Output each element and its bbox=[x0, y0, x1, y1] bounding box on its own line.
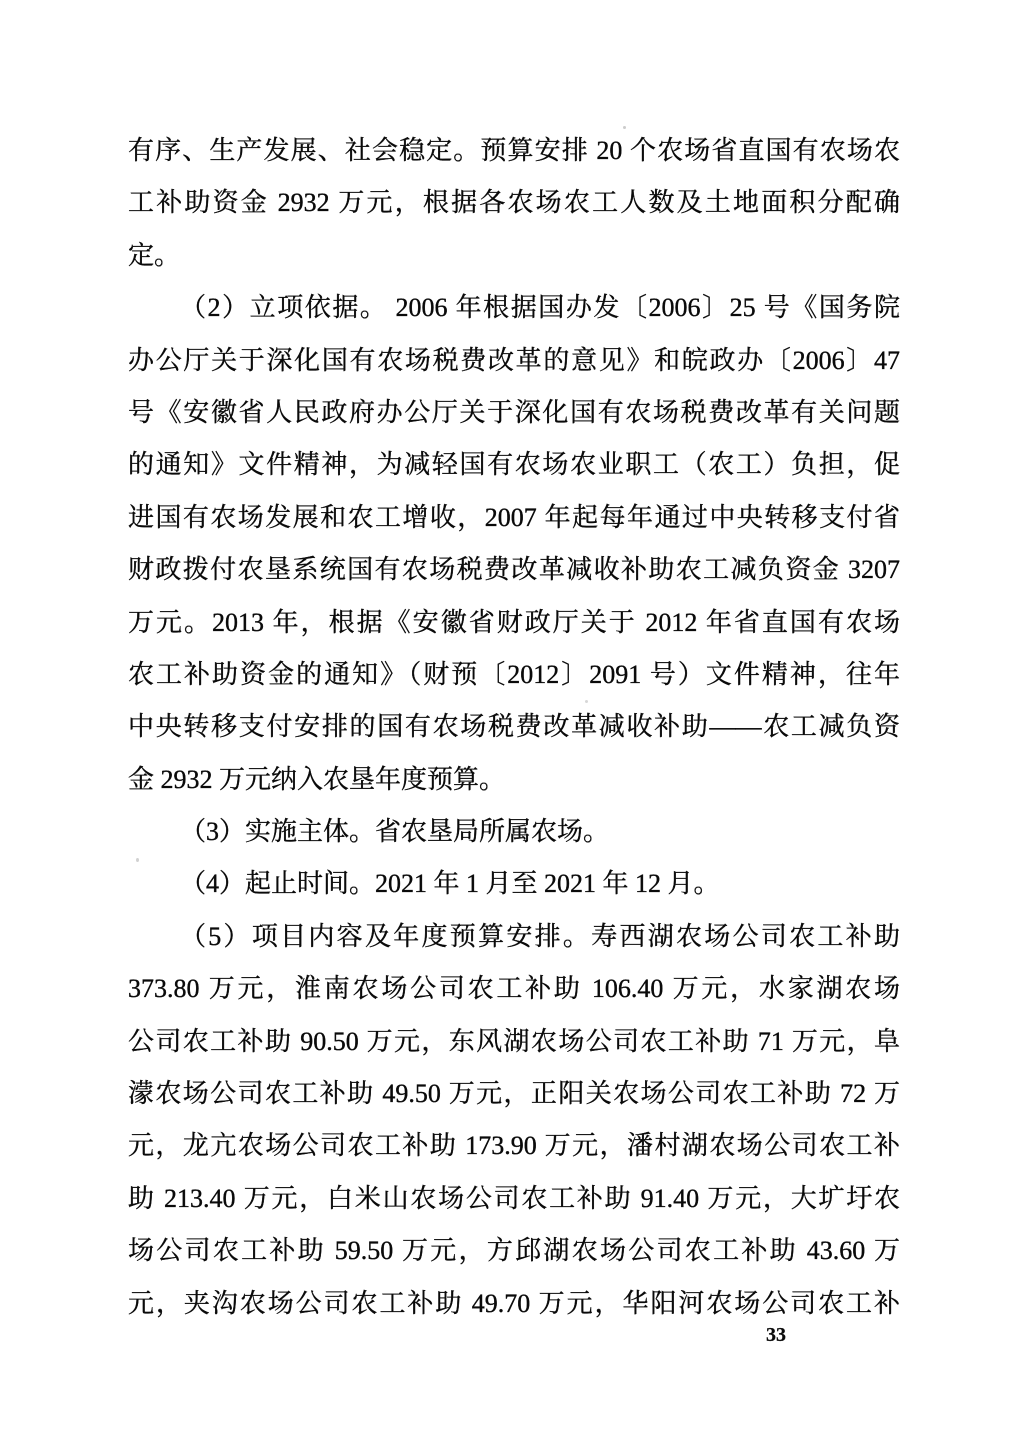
text-line: 万元。2013 年，根据《安徽省财政厅关于 2012 年省直国有农场 bbox=[128, 607, 900, 637]
body-text bbox=[128, 125, 900, 1330]
text-line: （3）实施主体。省农垦局所属农场。 bbox=[180, 817, 610, 847]
page-number: 33 bbox=[766, 1324, 786, 1346]
text-line: （2）立项依据。 2006 年根据国办发〔2006〕25 号《国务院 bbox=[180, 293, 900, 323]
text-line: （4）起止时间。2021 年 1 月至 2021 年 12 月。 bbox=[180, 869, 720, 899]
text-line: 定。 bbox=[128, 240, 181, 270]
text-line: 373.80 万元，淮南农场公司农工补助 106.40 万元，水家湖农场 bbox=[128, 974, 900, 1004]
text-line: 工补助资金 2932 万元，根据各农场农工人数及土地面积分配确 bbox=[128, 188, 900, 218]
text-line: 农工补助资金的通知》（财预〔2012〕2091 号）文件精神，往年 bbox=[128, 659, 900, 689]
text-line: 公司农工补助 90.50 万元，东风湖农场公司农工补助 71 万元，阜 bbox=[128, 1026, 900, 1056]
text-line: 办公厅关于深化国有农场税费改革的意见》和皖政办〔2006〕47 bbox=[128, 345, 900, 375]
text-line: 进国有农场发展和农工增收，2007 年起每年通过中央转移支付省 bbox=[128, 502, 900, 532]
text-line: 号《安徽省人民政府办公厅关于深化国有农场税费改革有关问题 bbox=[128, 397, 900, 427]
text-line: 有序、生产发展、社会稳定。预算安排 20 个农场省直国有农场农 bbox=[128, 136, 900, 165]
text-line: 助 213.40 万元，白米山农场公司农工补助 91.40 万元，大圹圩农 bbox=[128, 1183, 900, 1213]
text-line: 金 2932 万元纳入农垦年度预算。 bbox=[128, 764, 506, 794]
text-line: （5）项目内容及年度预算安排。寿西湖农场公司农工补助 bbox=[180, 921, 900, 951]
text-line: 场公司农工补助 59.50 万元，方邱湖农场公司农工补助 43.60 万 bbox=[128, 1236, 900, 1266]
text-line: 元，龙亢农场公司农工补助 173.90 万元，潘村湖农场公司农工补 bbox=[128, 1131, 900, 1161]
text-line: 濛农场公司农工补助 49.50 万元，正阳关农场公司农工补助 72 万 bbox=[128, 1079, 900, 1109]
text-line: 的通知》文件精神，为减轻国有农场农业职工（农工）负担，促 bbox=[128, 450, 900, 480]
text-line: 元，夹沟农场公司农工补助 49.70 万元，华阳河农场公司农工补 bbox=[128, 1288, 900, 1318]
text-line: 财政拨付农垦系统国有农场税费改革减收补助农工减负资金 3207 bbox=[128, 555, 900, 585]
text-line: 中央转移支付安排的国有农场税费改革减收补助——农工减负资 bbox=[128, 712, 900, 742]
